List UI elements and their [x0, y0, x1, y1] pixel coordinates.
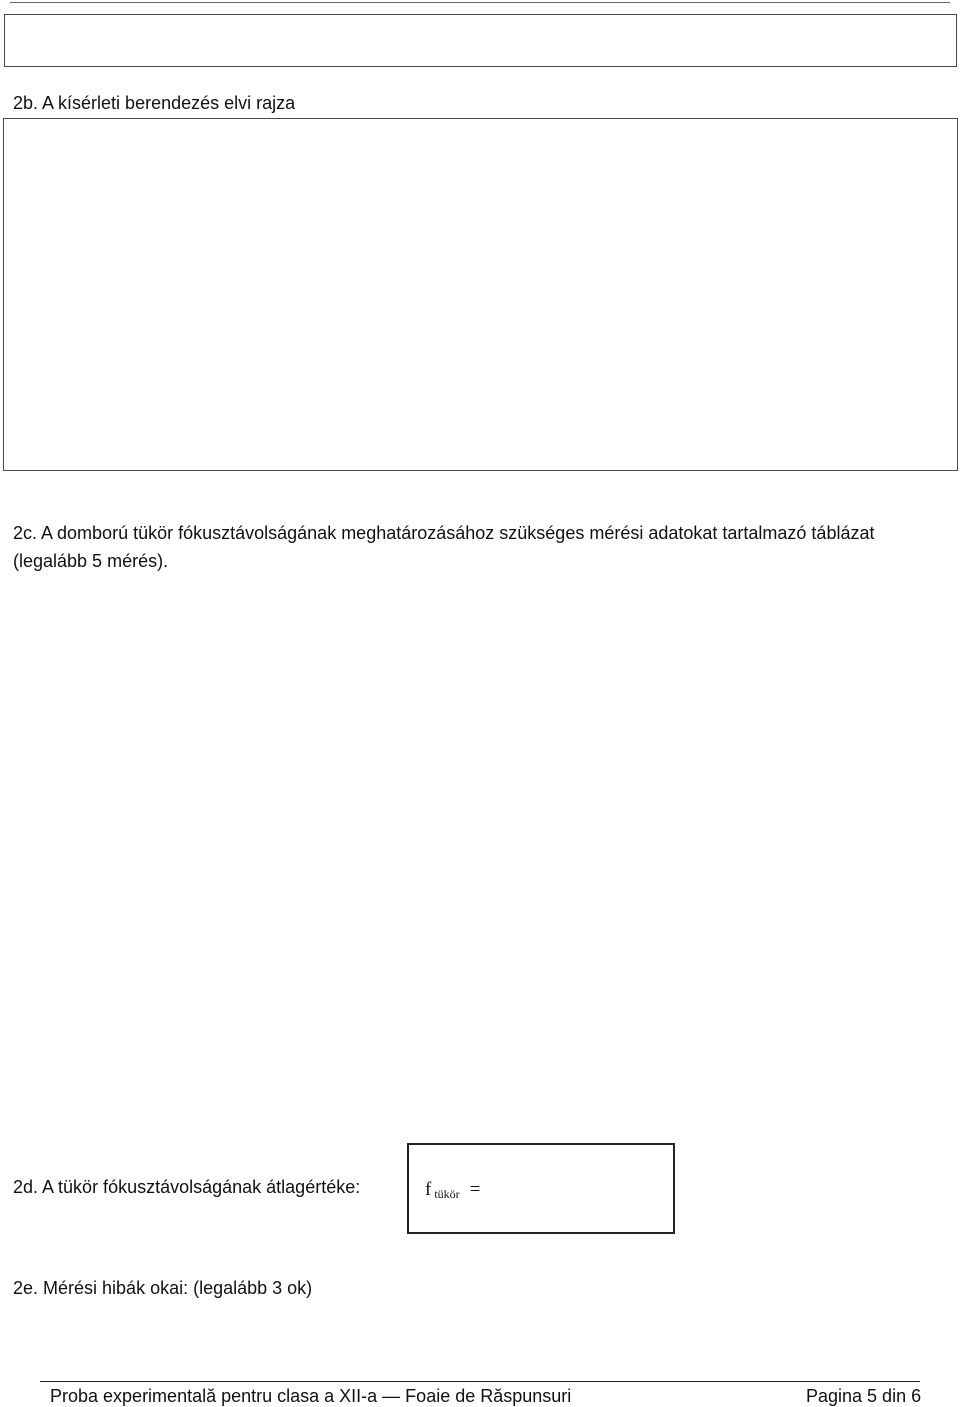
- focal-length-answer-box[interactable]: [407, 1143, 675, 1234]
- section-2b-title: 2b. A kísérleti berendezés elvi rajza: [13, 93, 296, 113]
- footer-page-number: Pagina 5 din 6: [806, 1386, 922, 1406]
- answer-area-previous[interactable]: [4, 14, 957, 67]
- focal-length-formula: [425, 1179, 480, 1201]
- section-2c-title-line1: 2c. A domború tükör fókusztávolságának meghatározásához szükséges mérési adatokat tartalmazó táblázat: [13, 523, 875, 543]
- footer-rule: [40, 1381, 920, 1382]
- drawing-answer-area[interactable]: [3, 118, 958, 471]
- section-2e-title: 2e. Mérési hibák okai: (legalább 3 ok): [13, 1278, 313, 1298]
- section-2c-title-line2: (legalább 5 mérés).: [13, 551, 169, 571]
- footer-document-title: Proba experimentală pentru clasa a XII-a — Foaie de Răspunsuri: [50, 1386, 572, 1406]
- formula-variable: f: [425, 1179, 432, 1200]
- top-rule: [10, 2, 950, 3]
- formula-subscript: tükör: [434, 1187, 460, 1201]
- formula-equals: =: [469, 1179, 481, 1200]
- section-2d-label: 2d. A tükör fókusztávolságának átlagértéke:: [13, 1177, 361, 1197]
